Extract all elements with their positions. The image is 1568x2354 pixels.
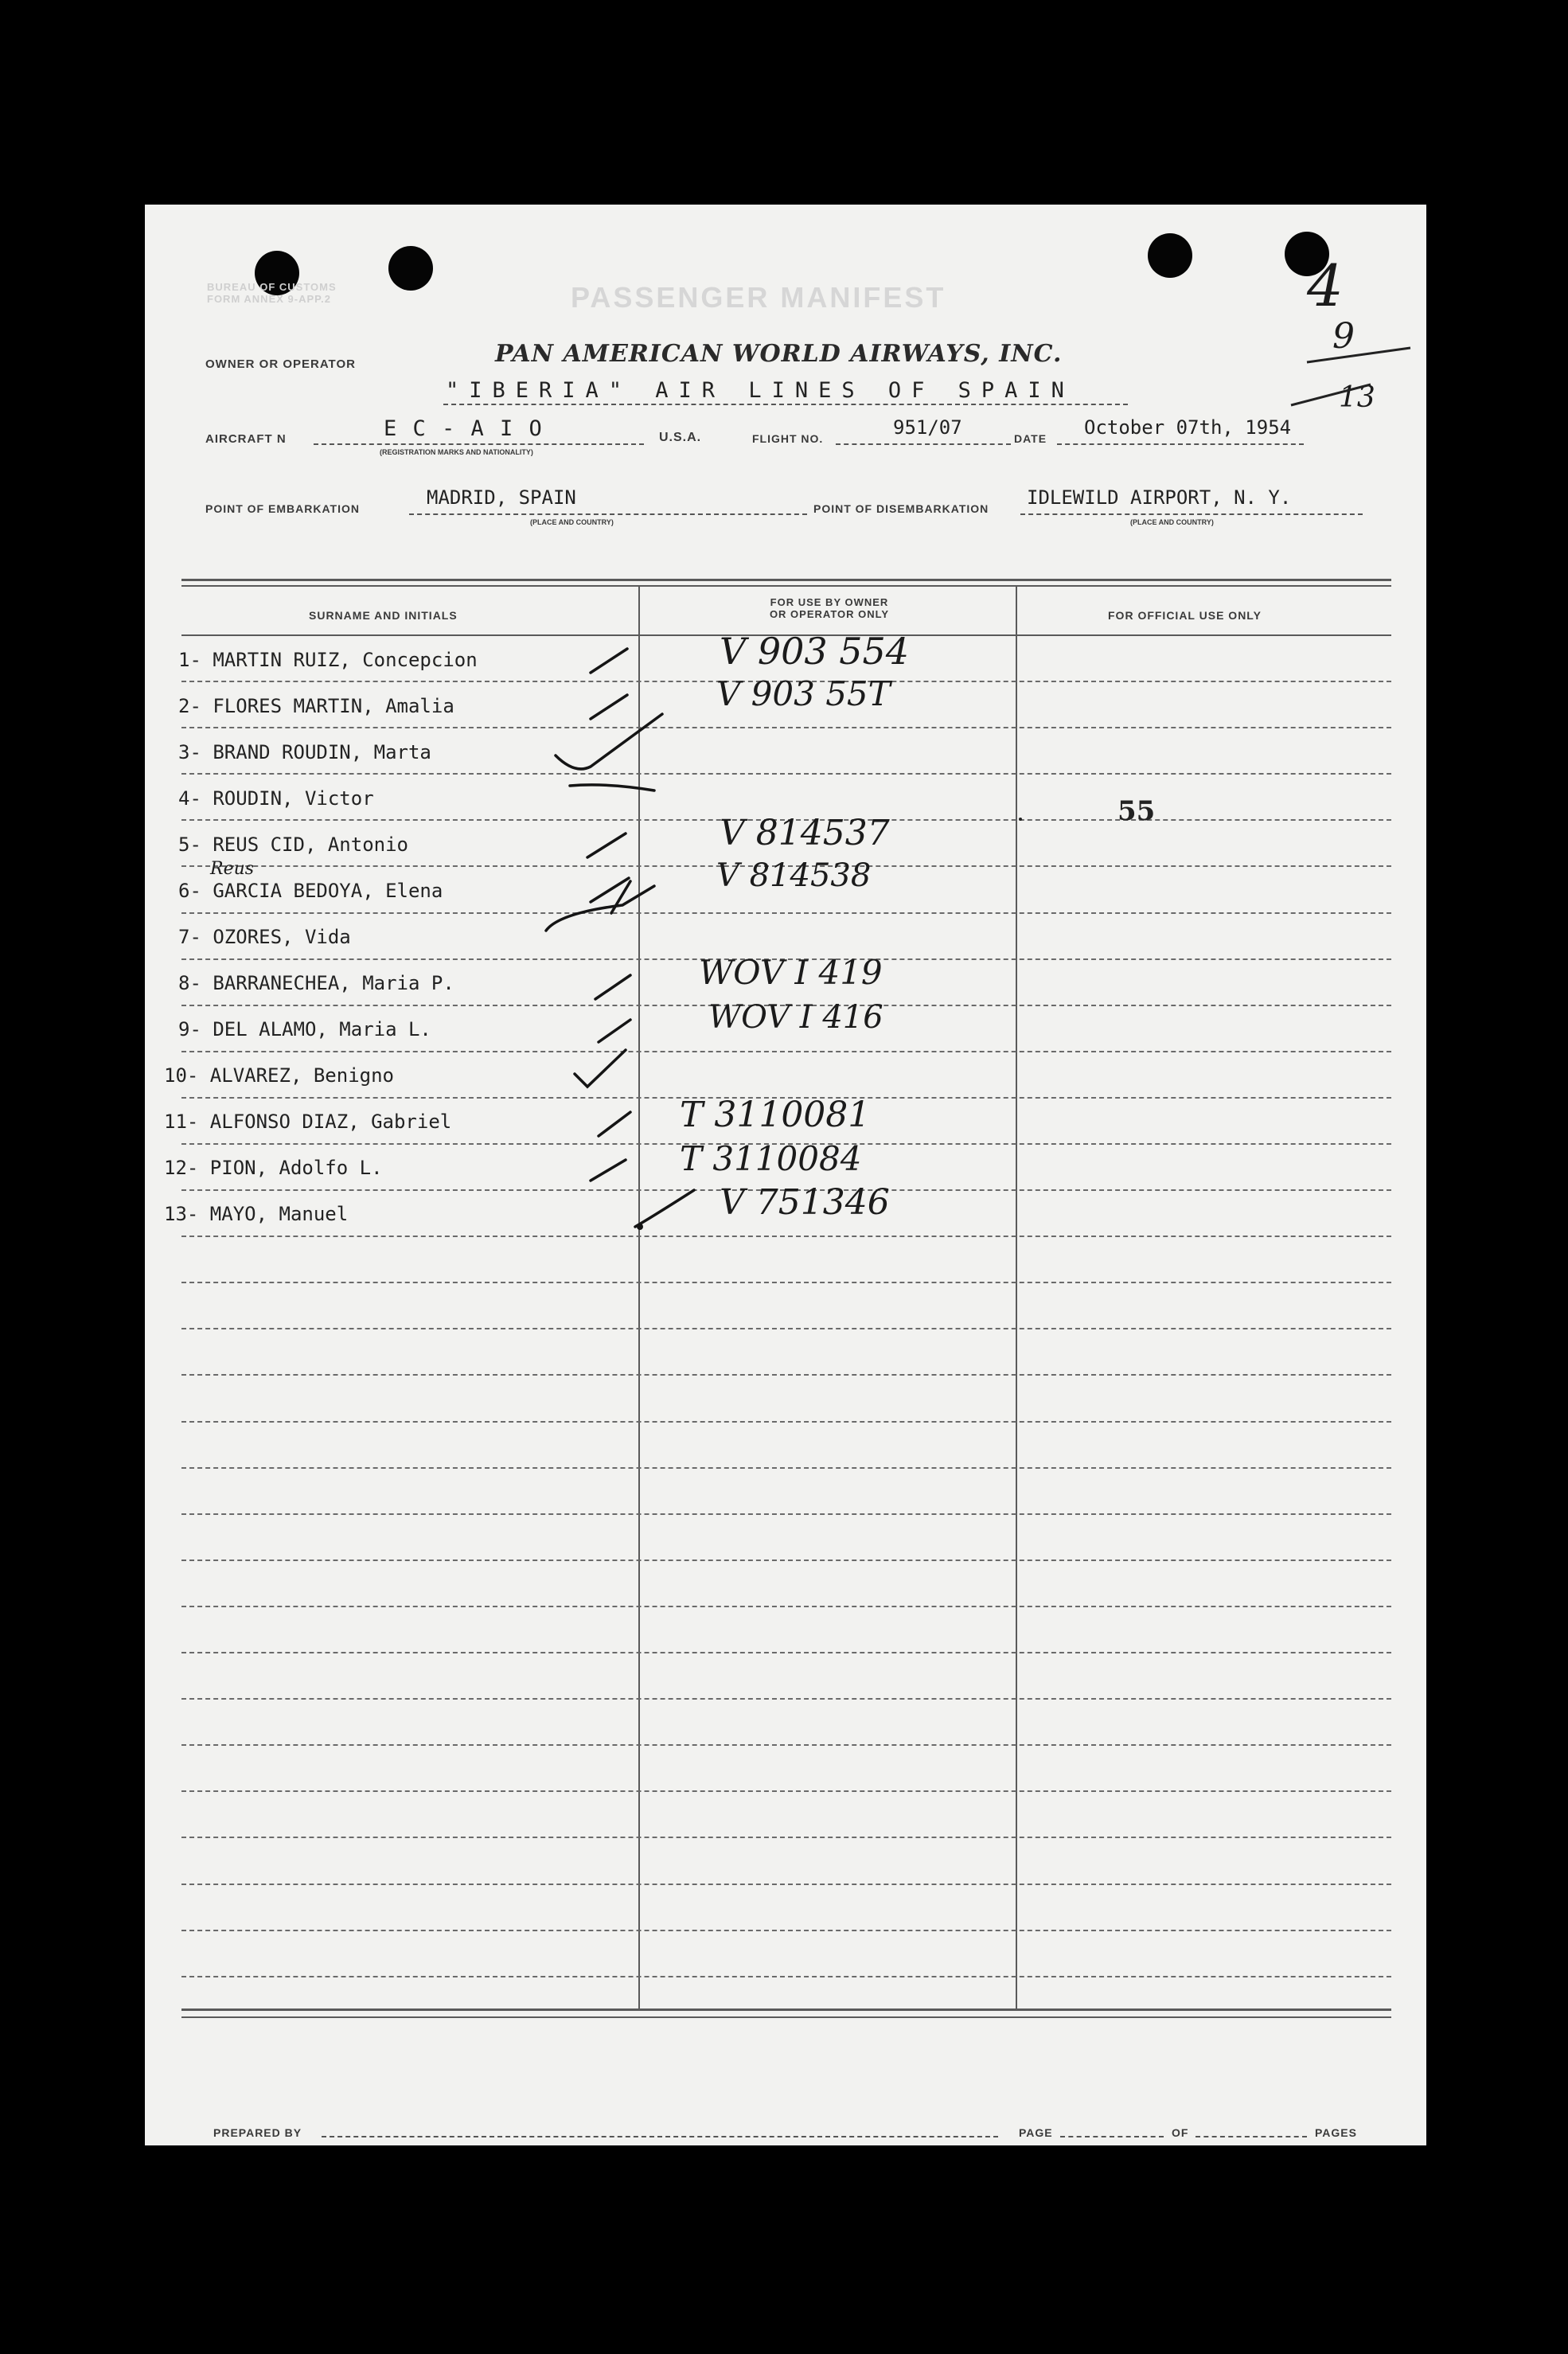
flight-label: FLIGHT NO. [752,432,824,445]
passenger-name-9: 9- DEL ALAMO, Maria L. [178,1018,431,1040]
passenger-name-13: 13- MAYO, Manuel [164,1203,349,1225]
table-rule-line [181,1513,1391,1515]
pages-label: PAGES [1315,2126,1357,2139]
passenger-name-10: 10- ALVAREZ, Benigno [164,1064,394,1087]
embark-value: MADRID, SPAIN [427,486,576,509]
passenger-name-5: 5- REUS CID, Antonio [178,833,408,856]
operator-code-9: WOV I 416 [708,999,883,1036]
embark-label: POINT OF EMBARKATION [205,502,360,515]
table-rule-line [181,1744,1391,1746]
prepared-by-label: PREPARED BY [213,2126,302,2139]
operator-code-13: V 751346 [720,1182,890,1223]
disembark-value: IDLEWILD AIRPORT, N. Y. [1027,486,1292,509]
page-title: PASSENGER MANIFEST [571,281,946,314]
airline-value: "IBERIA" AIR LINES OF SPAIN [446,378,1075,403]
passenger-name-8: 8- BARRANECHEA, Maria P. [178,972,454,994]
table-rule-line [181,1884,1391,1885]
corner-number-top: 4 [1307,252,1344,319]
table-rule-line [181,1837,1391,1838]
of-underline [1196,2136,1307,2137]
prepared-by-underline [322,2136,998,2137]
passenger-name-12: 12- PION, Adolfo L. [164,1157,383,1179]
page-label: PAGE [1019,2126,1053,2139]
corner-number-mid: 9 [1332,316,1355,357]
passenger-name-4: 4- ROUDIN, Victor [178,787,374,810]
form-corner-note: BUREAU OF CUSTOMS FORM ANNEX 9-APP.2 [207,281,337,305]
table-rule-line [181,1560,1391,1561]
operator-code-12: T 3110084 [680,1139,862,1178]
table-rule-line [181,1374,1391,1376]
operator-code-8: WOV I 419 [699,953,883,992]
passenger-name-11: 11- ALFONSO DIAZ, Gabriel [164,1111,452,1133]
table-rule-line [181,1790,1391,1792]
manifest-sheet [145,205,1426,2145]
aircraft-label: AIRCRAFT N [205,432,287,446]
corner-number-bottom: 13 [1339,381,1375,414]
page-underline [1060,2136,1164,2137]
table-rule-line [181,1652,1391,1653]
owner-label: OWNER OR OPERATOR [205,357,356,371]
passenger-name-3: 3- BRAND ROUDIN, Marta [178,741,431,763]
official-number: 55 [1117,795,1156,827]
disembark-label: POINT OF DISEMBARKATION [813,502,989,515]
aircraft-sub: (REGISTRATION MARKS AND NATIONALITY) [380,448,533,456]
operator-code-5: V 814537 [720,813,890,853]
column-header-surname: SURNAME AND INITIALS [309,609,458,622]
table-rule-line [181,1328,1391,1329]
operator-code-6: V 814538 [716,857,872,894]
passenger-name-2: 2- FLORES MARTIN, Amalia [178,695,454,717]
aircraft-value: E C - A I O [384,416,544,441]
table-rule-line [181,1698,1391,1700]
table-rule-line [181,1467,1391,1469]
disembark-sub: (PLACE AND COUNTRY) [1130,518,1214,526]
operator-code-2: V 903 55T [716,674,891,713]
date-value: October 07th, 1954 [1084,416,1292,439]
reus-annotation: Reus [210,859,255,879]
table-rule-line [181,1976,1391,1977]
flight-value: 951/07 [893,416,962,439]
date-label: DATE [1014,432,1047,445]
operator-code-11: T 3110081 [680,1095,871,1135]
passenger-name-7: 7- OZORES, Vida [178,926,351,948]
table-bottom-rule [181,2009,1391,2011]
of-label: OF [1172,2126,1189,2139]
table-rule-line [181,1606,1391,1607]
column-header-owner-use: FOR USE BY OWNER OR OPERATOR ONLY [769,596,890,620]
check-marks [145,205,1426,1319]
table-rule-line [181,1930,1391,1931]
passenger-name-1: 1- MARTIN RUIZ, Concepcion [178,649,478,671]
passenger-name-6: 6- GARCIA BEDOYA, Elena [178,880,443,902]
usa-label: U.S.A. [659,431,702,444]
table-rule-line [181,1421,1391,1423]
embark-sub: (PLACE AND COUNTRY) [530,518,614,526]
owner-value: PAN AMERICAN WORLD AIRWAYS, INC. [495,340,1063,368]
table-bottom-rule-2 [181,2016,1391,2018]
operator-code-1: V 903 554 [720,630,910,673]
column-header-official: FOR OFFICIAL USE ONLY [1108,609,1262,622]
